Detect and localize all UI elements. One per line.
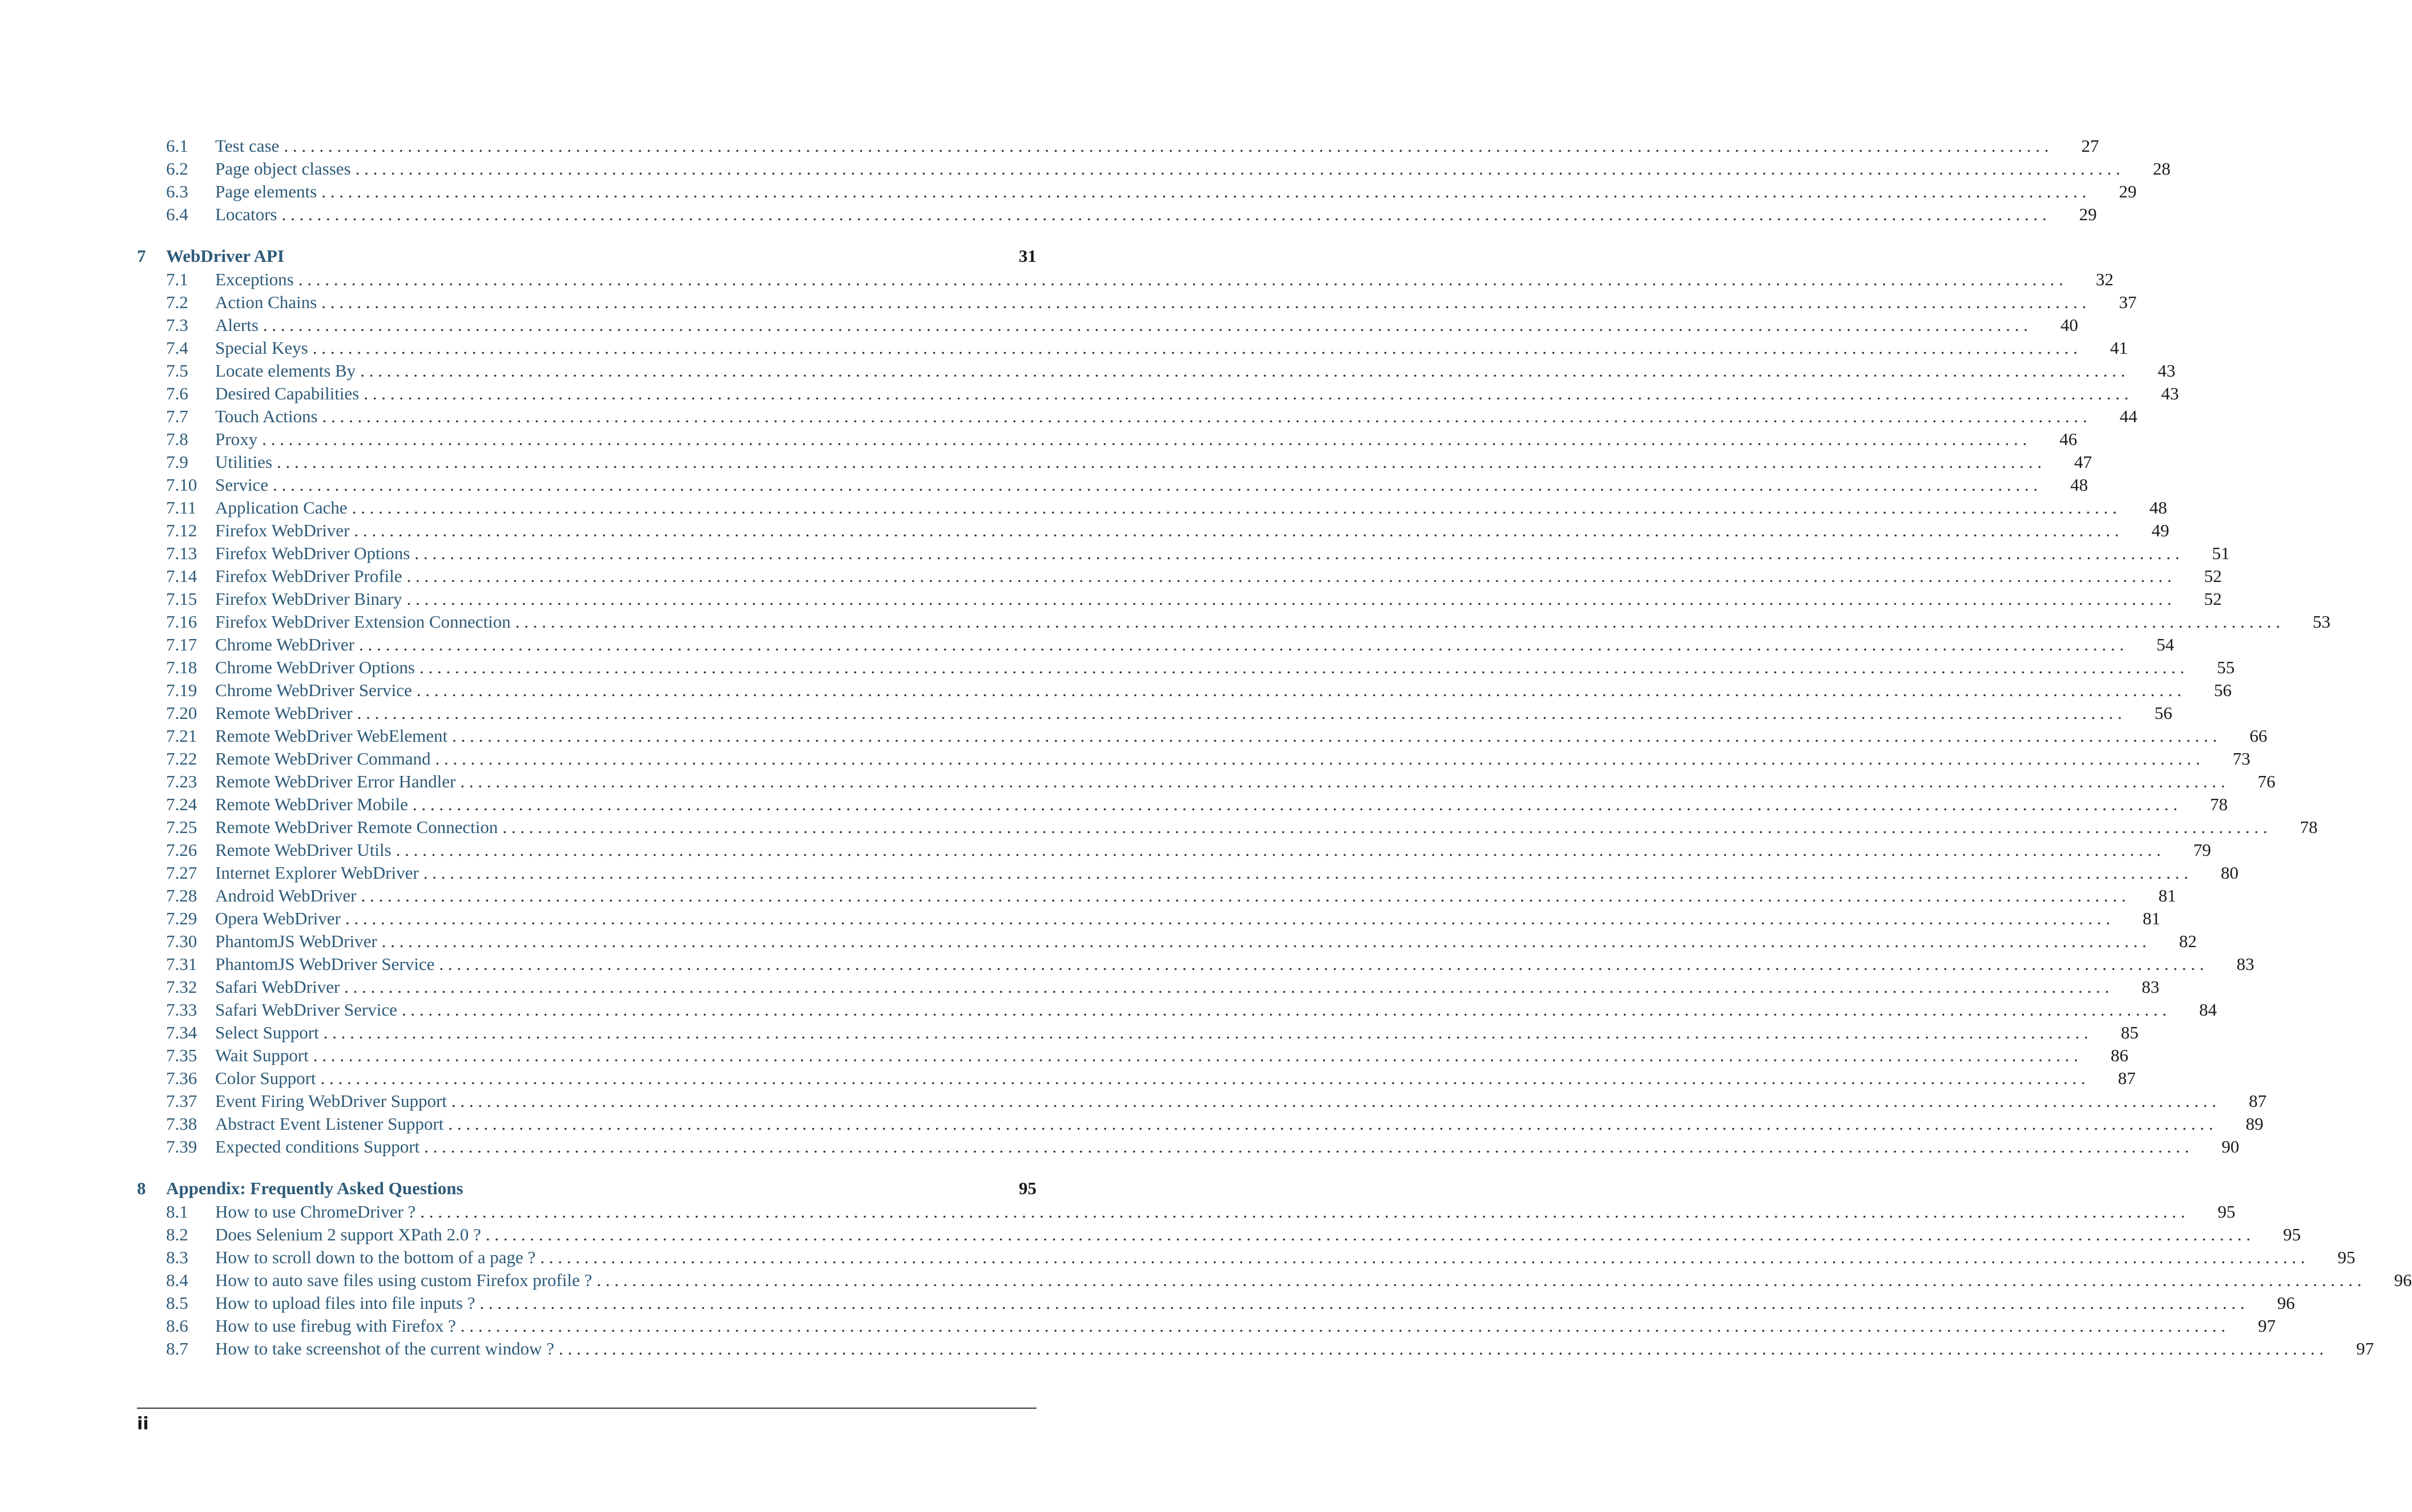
toc-leader-dots: . . . . . . . . . . . . . . . . . . . . . . . . . . . . . . . . . . . . . . . . . . . . . . . . . . . . . . . . . . . . . . . . . . . . . . . . . . . . . . . . . . . . . . . . . . . . . . . . . . . . . . . . . . . . . . . . . . . . . . . . . . . . . . . . . . . . . . . . . . . . . . . . . . . . . . . . . . . . . . . . . . . . . . . . . . . . . . . . . . . . . . . . . . . . . . . . . . . . . . . . — [313, 1045, 2078, 1065]
toc-section-entry[interactable] — [137, 770, 2276, 793]
toc-entry-page-number: 95 — [2283, 1224, 2301, 1244]
toc-section-entry[interactable] — [137, 428, 2078, 451]
toc-entry-number: 7 — [137, 246, 146, 266]
toc-section-entry[interactable] — [137, 1067, 2136, 1090]
toc-section-entry[interactable] — [137, 588, 2222, 611]
toc-entry-title-link[interactable]: Action Chains — [215, 292, 317, 312]
toc-section-entry[interactable] — [137, 1337, 2374, 1360]
toc-leader-dots: . . . . . . . . . . . . . . . . . . . . . . . . . . . . . . . . . . . . . . . . . . . . . . . . . . . . . . . . . . . . . . . . . . . . . . . . . . . . . . . . . . . . . . . . . . . . . . . . . . . . . . . . . . . . . . . . . . . . . . . . . . . . . . . . . . . . . . . . . . . . . . . . . . . . . . . . . . . . . . . . . . . . . . . . . . . . . . . . . . . . . . . . . . . . . . . . . . . . . . . . — [435, 749, 2200, 769]
toc-entry-title-link[interactable]: Abstract Event Listener Support — [215, 1114, 444, 1134]
toc-entry-page-number: 56 — [2154, 703, 2172, 723]
toc-entry-title-link[interactable]: Event Firing WebDriver Support — [215, 1091, 447, 1111]
toc-entry-number: 7.3 — [166, 315, 188, 335]
toc-entry-page-number: 29 — [2119, 181, 2137, 201]
toc-entry-page-number: 86 — [2110, 1045, 2128, 1065]
toc-section-entry[interactable] — [137, 702, 2172, 725]
toc-chapter-entry[interactable] — [137, 244, 1036, 268]
toc-entry-number: 8.1 — [166, 1202, 188, 1222]
toc-entry-title-link[interactable]: How to take screenshot of the current window ? — [215, 1339, 554, 1359]
toc-entry-title-link[interactable]: Safari WebDriver Service — [215, 1000, 397, 1020]
toc-section-entry[interactable] — [137, 542, 2230, 565]
toc-entry-number: 7.32 — [166, 977, 197, 997]
toc-leader-dots: . . . . . . . . . . . . . . . . . . . . . . . . . . . . . . . . . . . . . . . . . . . . . . . . . . . . . . . . . . . . . . . . . . . . . . . . . . . . . . . . . . . . . . . . . . . . . . . . . . . . . . . . . . . . . . . . . . . . . . . . . . . . . . . . . . . . . . . . . . . . . . . . . . . . . . . . . . . . . . . . . . . . . . . . . . . . . . . . . . . . . . . . . . . . . . . . . . . . . . . . — [344, 977, 2110, 997]
toc-entry-number: 6.2 — [166, 159, 188, 179]
toc-section-entry[interactable] — [137, 907, 2161, 930]
toc-entry-title-link[interactable]: Opera WebDriver — [215, 908, 341, 928]
toc-entry-title-link[interactable]: Internet Explorer WebDriver — [215, 863, 419, 883]
toc-entry-title-link[interactable]: Expected conditions Support — [215, 1137, 420, 1157]
toc-entry-title-link[interactable]: Remote WebDriver — [215, 703, 353, 723]
toc-entry-title-link[interactable]: Proxy — [215, 429, 258, 449]
toc-entry-title-link[interactable]: Select Support — [215, 1022, 319, 1042]
toc-entry-number: 7.1 — [166, 269, 188, 289]
toc-leader-dots: . . . . . . . . . . . . . . . . . . . . . . . . . . . . . . . . . . . . . . . . . . . . . . . . . . . . . . . . . . . . . . . . . . . . . . . . . . . . . . . . . . . . . . . . . . . . . . . . . . . . . . . . . . . . . . . . . . . . . . . . . . . . . . . . . . . . . . . . . . . . . . . . . . . . . . . . . . . . . . . . . . . . . . . . . . . . . . . . . . . . . . . . . . . . . . . . . . . . . . . . — [479, 1293, 2245, 1313]
toc-entry-title-link[interactable]: Firefox WebDriver Extension Connection — [215, 612, 511, 632]
toc-entry-page-number: 73 — [2232, 749, 2250, 769]
toc-entry-number: 7.38 — [166, 1114, 197, 1134]
toc-entry-number: 7.14 — [166, 566, 197, 586]
toc-entry-title-link[interactable]: Firefox WebDriver — [215, 520, 350, 540]
toc-entry-page-number: 41 — [2110, 338, 2128, 358]
toc-leader-dots: . . . . . . . . . . . . . . . . . . . . . . . . . . . . . . . . . . . . . . . . . . . . . . . . . . . . . . . . . . . . . . . . . . . . . . . . . . . . . . . . . . . . . . . . . . . . . . . . . . . . . . . . . . . . . . . . . . . . . . . . . . . . . . . . . . . . . . . . . . . . . . . . . . . . . . . . . . . . . . . . . . . . . . . . . . . . . . . . . . . . . . . . . . . . . . . . . . . . . . . . — [359, 634, 2124, 654]
toc-entry-page-number: 48 — [2070, 475, 2088, 495]
toc-leader-dots: . . . . . . . . . . . . . . . . . . . . . . . . . . . . . . . . . . . . . . . . . . . . . . . . . . . . . . . . . . . . . . . . . . . . . . . . . . . . . . . . . . . . . . . . . . . . . . . . . . . . . . . . . . . . . . . . . . . . . . . . . . . . . . . . . . . . . . . . . . . . . . . . . . . . . . . . . . . . . . . . . . . . . . . . . . . . . . . . . . . . . . . . . . . . . . . . . . . . . . . . — [406, 566, 2172, 586]
toc-section-entry[interactable] — [137, 496, 2167, 519]
toc-section-entry[interactable] — [137, 1113, 2264, 1135]
toc-entry-title-link[interactable]: Firefox WebDriver Profile — [215, 566, 402, 586]
toc-entry-number: 7.20 — [166, 703, 197, 723]
toc-entry-title-link[interactable]: Chrome WebDriver Options — [215, 657, 415, 677]
toc-entry-number: 7.24 — [166, 794, 197, 814]
toc-entry-page-number: 78 — [2300, 817, 2318, 837]
toc-leader-dots: . . . . . . . . . . . . . . . . . . . . . . . . . . . . . . . . . . . . . . . . . . . . . . . . . . . . . . . . . . . . . . . . . . . . . . . . . . . . . . . . . . . . . . . . . . . . . . . . . . . . . . . . . . . . . . . . . . . . . . . . . . . . . . . . . . . . . . . . . . . . . . . . . . . . . . . . . . . . . . . . . . . . . . . . . . . . . . . . . . . . . . . . . . . . . . . . . . . . . . . . — [352, 498, 2117, 518]
toc-entry-title-link[interactable]: Remote WebDriver Command — [215, 749, 431, 769]
toc-section-entry[interactable] — [137, 884, 2176, 907]
toc-section-entry[interactable] — [137, 1021, 2139, 1044]
toc-leader-dots: . . . . . . . . . . . . . . . . . . . . . . . . . . . . . . . . . . . . . . . . . . . . . . . . . . . . . . . . . . . . . . . . . . . . . . . . . . . . . . . . . . . . . . . . . . . . . . . . . . . . . . . . . . . . . . . . . . . . . . . . . . . . . . . . . . . . . . . . . . . . . . . . . . . . . . . . . . . . . . . . . . . . . . . . . . . . . . . . . . . . . . . . . . . . . . . . . . . . . . . . — [272, 475, 2038, 495]
toc-section-entry[interactable] — [137, 180, 2137, 203]
toc-entry-page-number: 47 — [2074, 452, 2092, 472]
footer-page-number: ii — [137, 1414, 149, 1434]
toc-entry-page-number: 66 — [2249, 726, 2268, 746]
toc-entry-page-number: 95 — [1019, 1178, 1036, 1198]
toc-entry-title-link[interactable]: How to upload files into file inputs ? — [215, 1293, 475, 1313]
toc-leader-dots: . . . . . . . . . . . . . . . . . . . . . . . . . . . . . . . . . . . . . . . . . . . . . . . . . . . . . . . . . . . . . . . . . . . . . . . . . . . . . . . . . . . . . . . . . . . . . . . . . . . . . . . . . . . . . . . . . . . . . . . . . . . . . . . . . . . . . . . . . . . . . . . . . . . . . . . . . . . . . . . . . . . . . . . . . . . . . . . . . . . . . . . . . . . . . . . . . . . . . . . . — [262, 429, 2027, 449]
toc-entry-title-link[interactable]: Remote WebDriver Utils — [215, 840, 392, 860]
toc-entry-title-link[interactable]: PhantomJS WebDriver Service — [215, 954, 435, 974]
toc-entry-number: 7.11 — [166, 498, 197, 518]
toc-entry-number: 7.21 — [166, 726, 197, 746]
toc-leader-dots: . . . . . . . . . . . . . . . . . . . . . . . . . . . . . . . . . . . . . . . . . . . . . . . . . . . . . . . . . . . . . . . . . . . . . . . . . . . . . . . . . . . . . . . . . . . . . . . . . . . . . . . . . . . . . . . . . . . . . . . . . . . . . . . . . . . . . . . . . . . . . . . . . . . . . . . . . . . . . . . . . . . . . . . . . . . . . . . . . . . . . . . . . . . . . . . . . . . . . . . . — [396, 840, 2161, 860]
toc-leader-dots: . . . . . . . . . . . . . . . . . . . . . . . . . . . . . . . . . . . . . . . . . . . . . . . . . . . . . . . . . . . . . . . . . . . . . . . . . . . . . . . . . . . . . . . . . . . . . . . . . . . . . . . . . . . . . . . . . . . . . . . . . . . . . . . . . . . . . . . . . . . . . . . . . . . . . . . . . . . . . . . . . . . . . . . . . . . . . . . . . . . . . . . . . . . . . . . . . . . . . . . . — [323, 1022, 2088, 1042]
toc-leader-dots: . . . . . . . . . . . . . . . . . . . . . . . . . . . . . . . . . . . . . . . . . . . . . . . . . . . . . . . . . . . . . . . . . . . . . . . . . . . . . . . . . . . . . . . . . . . . . . . . . . . . . . . . . . . . . . . . . . . . . . . . . . . . . . . . . . . . . . . . . . . . . . . . . . . . . . . . . . . . . . . . . . . . . . . . . . . . . . . . . . . . . . . . . . . . . . . . . . . . . . . . — [355, 159, 2120, 179]
toc-entry-number: 7.6 — [166, 383, 188, 403]
toc-entry-number: 7.33 — [166, 1000, 197, 1020]
toc-section-entry[interactable] — [137, 976, 2160, 998]
toc-entry-page-number: 53 — [2313, 612, 2331, 632]
toc-entry-page-number: 90 — [2221, 1137, 2240, 1157]
toc-entry-number: 7.8 — [166, 429, 188, 449]
toc-leader-dots: . . . . . . . . . . . . . . . . . . . . . . . . . . . . . . . . . . . . . . . . . . . . . . . . . . . . . . . . . . . . . . . . . . . . . . . . . . . . . . . . . . . . . . . . . . . . . . . . . . . . . . . . . . . . . . . . . . . . . . . . . . . . . . . . . . . . . . . . . . . . . . . . . . . . . . . . . . . . . . . . . . . . . . . . . . . . . . . . . . . . . . . . . . . . . . . . . . . . . . . . — [322, 406, 2087, 426]
toc-section-entry[interactable] — [137, 725, 2268, 747]
toc-entry-number: 7.28 — [166, 886, 197, 905]
toc-entry-page-number: 29 — [2079, 204, 2097, 224]
toc-section-entry[interactable] — [137, 998, 2217, 1021]
toc-leader-dots: . . . . . . . . . . . . . . . . . . . . . . . . . . . . . . . . . . . . . . . . . . . . . . . . . . . . . . . . . . . . . . . . . . . . . . . . . . . . . . . . . . . . . . . . . . . . . . . . . . . . . . . . . . . . . . . . . . . . . . . . . . . . . . . . . . . . . . . . . . . . . . . . . . . . . . . . . . . . . . . . . . . . . . . . . . . . . . . . . . . . . . . . . . . . . . . . . . . . . . . . — [558, 1339, 2324, 1359]
toc-chapter-entry[interactable] — [137, 1177, 1036, 1200]
toc-entry-number: 7.36 — [166, 1068, 197, 1088]
toc-leader-dots: . . . . . . . . . . . . . . . . . . . . . . . . . . . . . . . . . . . . . . . . . . . . . . . . . . . . . . . . . . . . . . . . . . . . . . . . . . . . . . . . . . . . . . . . . . . . . . . . . . . . . . . . . . . . . . . . . . . . . . . . . . . . . . . . . . . . . . . . . . . . . . . . . . . . . . . . . . . . . . . . . . . . . . . . . . . . . . . . . . . . . . . . . . . . . . . . . . . . . . . . — [502, 817, 2268, 837]
toc-entry-number: 8.3 — [166, 1247, 188, 1267]
toc-leader-dots: . . . . . . . . . . . . . . . . . . . . . . . . . . . . . . . . . . . . . . . . . . . . . . . . . . . . . . . . . . . . . . . . . . . . . . . . . . . . . . . . . . . . . . . . . . . . . . . . . . . . . . . . . . . . . . . . . . . . . . . . . . . . . . . . . . . . . . . . . . . . . . . . . . . . . . . . . . . . . . . . . . . . . . . . . . . . . . . . . . . . . . . . . . . . . . . . . . . . . . . . — [439, 954, 2204, 974]
toc-entry-title-link[interactable]: Test case — [215, 136, 280, 156]
toc-leader-dots: . . . . . . . . . . . . . . . . . . . . . . . . . . . . . . . . . . . . . . . . . . . . . . . . . . . . . . . . . . . . . . . . . . . . . . . . . . . . . . . . . . . . . . . . . . . . . . . . . . . . . . . . . . . . . . . . . . . . . . . . . . . . . . . . . . . . . . . . . . . . . . . . . . . . . . . . . . . . . . . . . . . . . . . . . . . . . . . . . . . . . . . . . . . . . . . . . . . . . . . . — [364, 383, 2129, 403]
toc-section-entry[interactable] — [137, 1269, 2412, 1292]
toc-entry-number: 6.1 — [166, 136, 188, 156]
toc-entry-page-number: 85 — [2120, 1022, 2139, 1042]
toc-leader-dots: . . . . . . . . . . . . . . . . . . . . . . . . . . . . . . . . . . . . . . . . . . . . . . . . . . . . . . . . . . . . . . . . . . . . . . . . . . . . . . . . . . . . . . . . . . . . . . . . . . . . . . . . . . . . . . . . . . . . . . . . . . . . . . . . . . . . . . . . . . . . . . . . . . . . . . . . . . . . . . . . . . . . . . . . . . . . . . . . . . . . . . . . . . . . . . . . . . . . . . . . — [406, 589, 2172, 609]
toc-entry-page-number: 52 — [2204, 589, 2222, 609]
toc-entry-title-link[interactable]: Remote WebDriver Error Handler — [215, 771, 456, 791]
toc-leader-dots: . . . . . . . . . . . . . . . . . . . . . . . . . . . . . . . . . . . . . . . . . . . . . . . . . . . . . . . . . . . . . . . . . . . . . . . . . . . . . . . . . . . . . . . . . . . . . . . . . . . . . . . . . . . . . . . . . . . . . . . . . . . . . . . . . . . . . . . . . . . . . . . . . . . . . . . . . . . . . . . . . . . . . . . . . . . . . . . . . . . . . . . . . . . . . . . . . . . . . . . . — [452, 726, 2217, 746]
toc-leader-dots: . . . . . . . . . . . . . . . . . . . . . . . . . . . . . . . . . . . . . . . . . . . . . . . . . . . . . . . . . . . . . . . . . . . . . . . . . . . . . . . . . . . . . . . . . . . . . . . . . . . . . . . . . . . . . . . . . . . . . . . . . . . . . . . . . . . . . . . . . . . . . . . . . . . . . . . . . . . . . . . . . . . . . . . . . . . . . . . . . . . . . . . . . . . . . . . . . . . . . . . . — [451, 1091, 2217, 1111]
toc-entry-title-link[interactable]: Remote WebDriver Remote Connection — [215, 817, 498, 837]
toc-leader-dots: . . . . . . . . . . . . . . . . . . . . . . . . . . . . . . . . . . . . . . . . . . . . . . . . . . . . . . . . . . . . . . . . . . . . . . . . . . . . . . . . . . . . . . . . . . . . . . . . . . . . . . . . . . . . . . . . . . . . . . . . . . . . . . . . . . . . . . . . . . . . . . . . . . . . . . . . . . . . . . . . . . . . . . . . . . . . . . . . . . . . . . . . . . . . . . . . . . . . . . . . — [460, 771, 2225, 791]
toc-leader-dots: . . . . . . . . . . . . . . . . . . . . . . . . . . . . . . . . . . . . . . . . . . . . . . . . . . . . . . . . . . . . . . . . . . . . . . . . . . . . . . . . . . . . . . . . . . . . . . . . . . . . . . . . . . . . . . . . . . . . . . . . . . . . . . . . . . . . . . . . . . . . . . . . . . . . . . . . . . . . . . . . . . . . . . . . . . . . . . . . . . . . . . . . . . . . . . . . . . . . . . . . — [357, 703, 2122, 723]
toc-entry-page-number: 43 — [2161, 383, 2179, 403]
toc-entry-title-link[interactable]: PhantomJS WebDriver — [215, 931, 377, 951]
toc-entry-page-number: 48 — [2149, 498, 2167, 518]
toc-section-entry[interactable] — [137, 862, 2238, 884]
toc-section-entry[interactable] — [137, 291, 2137, 314]
toc-entry-page-number: 81 — [2158, 886, 2176, 905]
toc-section-entry[interactable] — [137, 474, 2088, 496]
toc-entry-number: 8.7 — [166, 1339, 188, 1359]
toc-entry-number: 7.4 — [166, 338, 188, 358]
toc-entry-number: 7.27 — [166, 863, 197, 883]
toc-entry-number: 7.9 — [166, 452, 188, 472]
toc-entry-title-link[interactable]: Touch Actions — [215, 406, 318, 426]
toc-section-entry[interactable] — [137, 1200, 2236, 1223]
toc-entry-title-link[interactable]: How to auto save files using custom Firefox profile ? — [215, 1270, 592, 1290]
toc-entry-number: 7.31 — [166, 954, 197, 974]
toc-entry-number: 7.25 — [166, 817, 197, 837]
toc-entry-number: 6.3 — [166, 181, 188, 201]
toc-entry-page-number: 76 — [2257, 771, 2276, 791]
toc-entry-page-number: 28 — [2152, 159, 2171, 179]
toc-entry-page-number: 87 — [2249, 1091, 2267, 1111]
toc-section-entry[interactable] — [137, 1246, 2355, 1269]
toc-entry-page-number: 54 — [2156, 634, 2175, 654]
toc-leader-dots: . . . . . . . . . . . . . . . . . . . . . . . . . . . . . . . . . . . . . . . . . . . . . . . . . . . . . . . . . . . . . . . . . . . . . . . . . . . . . . . . . . . . . . . . . . . . . . . . . . . . . . . . . . . . . . . . . . . . . . . . . . . . . . . . . . . . . . . . . . . . . . . . . . . . . . . . . . . . . . . . . . . . . . . . . . . . . . . . . . . . . . . . . . . . . . . . . . . . . . . . — [263, 315, 2028, 335]
toc-entry-number: 7.37 — [166, 1091, 197, 1111]
toc-leader-dots: . . . . . . . . . . . . . . . . . . . . . . . . . . . . . . . . . . . . . . . . . . . . . . . . . . . . . . . . . . . . . . . . . . . . . . . . . . . . . . . . . . . . . . . . . . . . . . . . . . . . . . . . . . . . . . . . . . . . . . . . . . . . . . . . . . . . . . . . . . . . . . . . . . . . . . . . . . . . . . . . . . . . . . . . . . . . . . . . . . . . . . . . . . . . . . . . . . . . . . . . — [448, 1114, 2213, 1134]
toc-entry-title-link[interactable]: How to scroll down to the bottom of a page ? — [215, 1247, 536, 1267]
toc-entry-number: 7.34 — [166, 1022, 197, 1042]
toc-leader-dots: . . . . . . . . . . . . . . . . . . . . . . . . . . . . . . . . . . . . . . . . . . . . . . . . . . . . . . . . . . . . . . . . . . . . . . . . . . . . . . . . . . . . . . . . . . . . . . . . . . . . . . . . . . . . . . . . . . . . . . . . . . . . . . . . . . . . . . . . . . . . . . . . . . . . . . . . . . . . . . . . . . . . . . . . . . . . . . . . . . . . . . . . . . . . . . . . . . . . . . . . — [361, 886, 2126, 905]
toc-entry-number: 7.7 — [166, 406, 188, 426]
toc-section-entry[interactable] — [137, 656, 2235, 679]
toc-entry-page-number: 56 — [2213, 680, 2232, 700]
toc-entry-title-link[interactable]: Desired Capabilities — [215, 383, 360, 403]
toc-entry-page-number: 80 — [2220, 863, 2238, 883]
toc-section-entry[interactable] — [137, 157, 2171, 180]
toc-section-entry[interactable] — [137, 1135, 2240, 1158]
toc-entry-number: 7.22 — [166, 749, 197, 769]
toc-entry-page-number: 43 — [2157, 361, 2176, 381]
toc-entry-number: 8.2 — [166, 1224, 188, 1244]
footer-rule — [137, 1408, 1036, 1409]
toc-entry-title-link[interactable]: Application Cache — [215, 498, 348, 518]
toc-entry-page-number: 79 — [2193, 840, 2211, 860]
toc-entry-number: 8.4 — [166, 1270, 188, 1290]
toc-section-entry[interactable] — [137, 611, 2331, 633]
toc-entry-page-number: 31 — [1019, 246, 1036, 266]
toc-leader-dots: . . . . . . . . . . . . . . . . . . . . . . . . . . . . . . . . . . . . . . . . . . . . . . . . . . . . . . . . . . . . . . . . . . . . . . . . . . . . . . . . . . . . . . . . . . . . . . . . . . . . . . . . . . . . . . . . . . . . . . . . . . . . . . . . . . . . . . . . . . . . . . . . . . . . . . . . . . . . . . . . . . . . . . . . . . . . . . . . . . . . . . . . . . . . . . . . . . . . . . . . — [354, 520, 2119, 540]
toc-section-entry[interactable] — [137, 314, 2079, 337]
toc-entry-number: 7.35 — [166, 1045, 197, 1065]
toc-section-entry[interactable] — [137, 839, 2211, 862]
toc-entry-title-link[interactable]: Chrome WebDriver — [215, 634, 355, 654]
toc-entry-title-link[interactable]: How to use ChromeDriver ? — [215, 1202, 416, 1222]
toc-section-entry[interactable] — [137, 816, 2318, 839]
toc-entry-number: 6.4 — [166, 204, 188, 224]
toc-entry-number: 7.23 — [166, 771, 197, 791]
toc-leader-dots: . . . . . . . . . . . . . . . . . . . . . . . . . . . . . . . . . . . . . . . . . . . . . . . . . . . . . . . . . . . . . . . . . . . . . . . . . . . . . . . . . . . . . . . . . . . . . . . . . . . . . . . . . . . . . . . . . . . . . . . . . . . . . . . . . . . . . . . . . . . . . . . . . . . . . . . . . . . . . . . . . . . . . . . . . . . . . . . . . . . . . . . . . . . . . . . . . . . . . . . . — [401, 1000, 2167, 1020]
toc-entry-title-link[interactable]: Utilities — [215, 452, 272, 472]
toc-entry-title-link[interactable]: How to use firebug with Firefox ? — [215, 1316, 456, 1336]
toc-entry-page-number: 95 — [2217, 1202, 2236, 1222]
toc-entry-page-number: 95 — [2337, 1247, 2355, 1267]
toc-entry-title-link[interactable]: Safari WebDriver — [215, 977, 340, 997]
toc-entry-number: 7.29 — [166, 908, 197, 928]
toc-entry-title-link[interactable]: Page elements — [215, 181, 317, 201]
toc-entry-page-number: 87 — [2117, 1068, 2136, 1088]
toc-leader-dots: . . . . . . . . . . . . . . . . . . . . . . . . . . . . . . . . . . . . . . . . . . . . . . . . . . . . . . . . . . . . . . . . . . . . . . . . . . . . . . . . . . . . . . . . . . . . . . . . . . . . . . . . . . . . . . . . . . . . . . . . . . . . . . . . . . . . . . . . . . . . . . . . . . . . . . . . . . . . . . . . . . . . . . . . . . . . . . . . . . . . . . . . . . . . . . . . . . . . . . . . — [381, 931, 2147, 951]
toc-entry-page-number: 37 — [2119, 292, 2137, 312]
toc-entry-number: 8.5 — [166, 1293, 188, 1313]
toc-leader-dots: . . . . . . . . . . . . . . . . . . . . . . . . . . . . . . . . . . . . . . . . . . . . . . . . . . . . . . . . . . . . . . . . . . . . . . . . . . . . . . . . . . . . . . . . . . . . . . . . . . . . . . . . . . . . . . . . . . . . . . . . . . . . . . . . . . . . . . . . . . . . . . . . . . . . . . . . . . . . . . . . . . . . . . . . . . . . . . . . . . . . . . . . . . . . . . . . . . . . . . . . — [321, 181, 2087, 201]
toc-entry-page-number: 51 — [2212, 543, 2230, 563]
toc-entry-title-link[interactable]: Special Keys — [215, 338, 308, 358]
toc-entry-title-link[interactable]: Firefox WebDriver Options — [215, 543, 410, 563]
toc-section-entry[interactable] — [137, 1090, 2267, 1113]
toc-entry-number: 7.30 — [166, 931, 197, 951]
toc-section-entry[interactable] — [137, 930, 2197, 953]
toc-entry-page-number: 96 — [2277, 1293, 2295, 1313]
toc-entry-title-link[interactable]: Service — [215, 475, 268, 495]
toc-section-entry[interactable] — [137, 337, 2128, 359]
toc-entry-page-number: 27 — [2081, 136, 2099, 156]
table-of-contents — [137, 135, 2412, 1360]
toc-entry-page-number: 89 — [2245, 1114, 2264, 1134]
toc-entry-title-link[interactable]: Remote WebDriver WebElement — [215, 726, 448, 746]
toc-leader-dots: . . . . . . . . . . . . . . . . . . . . . . . . . . . . . . . . . . . . . . . . . . . . . . . . . . . . . . . . . . . . . . . . . . . . . . . . . . . . . . . . . . . . . . . . . . . . . . . . . . . . . . . . . . . . . . . . . . . . . . . . . . . . . . . . . . . . . . . . . . . . . . . . . . . . . . . . . . . . . . . . . . . . . . . . . . . . . . . . . . . . . . . . . . . . . . . . . . . . . . . . — [284, 136, 2049, 156]
toc-entry-page-number: 32 — [2096, 269, 2113, 289]
toc-section-entry[interactable] — [137, 451, 2092, 474]
toc-entry-number: 7.10 — [166, 475, 197, 495]
toc-section-entry[interactable] — [137, 565, 2222, 588]
toc-entry-page-number: 46 — [2059, 429, 2078, 449]
toc-entry-page-number: 40 — [2060, 315, 2079, 335]
toc-entry-title-link[interactable]: Locate elements By — [215, 361, 356, 381]
toc-section-entry[interactable] — [137, 679, 2232, 702]
toc-section-entry[interactable] — [137, 203, 2097, 226]
toc-entry-title-link[interactable]: Alerts — [215, 315, 259, 335]
toc-leader-dots: . . . . . . . . . . . . . . . . . . . . . . . . . . . . . . . . . . . . . . . . . . . . . . . . . . . . . . . . . . . . . . . . . . . . . . . . . . . . . . . . . . . . . . . . . . . . . . . . . . . . . . . . . . . . . . . . . . . . . . . . . . . . . . . . . . . . . . . . . . . . . . . . . . . . . . . . . . . . . . . . . . . . . . . . . . . . . . . . . . . . . . . . . . . . . . . . . . . . . . . . — [281, 204, 2047, 224]
toc-section-entry[interactable] — [137, 1292, 2295, 1315]
toc-entry-title-link[interactable]: Chrome WebDriver Service — [215, 680, 412, 700]
toc-leader-dots: . . . . . . . . . . . . . . . . . . . . . . . . . . . . . . . . . . . . . . . . . . . . . . . . . . . . . . . . . . . . . . . . . . . . . . . . . . . . . . . . . . . . . . . . . . . . . . . . . . . . . . . . . . . . . . . . . . . . . . . . . . . . . . . . . . . . . . . . . . . . . . . . . . . . . . . . . . . . . . . . . . . . . . . . . . . . . . . . . . . . . . . . . . . . . . . . . . . . . . . . — [540, 1247, 2305, 1267]
toc-section-entry[interactable] — [137, 1044, 2128, 1067]
toc-entry-number: 8.6 — [166, 1316, 188, 1336]
toc-entry-title-link[interactable]: Appendix: Frequently Asked Questions — [166, 1178, 463, 1198]
toc-entry-page-number: 84 — [2199, 1000, 2217, 1020]
toc-entry-title-link[interactable]: Locators — [215, 204, 277, 224]
toc-entry-page-number: 83 — [2141, 977, 2160, 997]
toc-entry-page-number: 49 — [2151, 520, 2169, 540]
toc-section-entry[interactable] — [137, 519, 2169, 542]
toc-leader-dots: . . . . . . . . . . . . . . . . . . . . . . . . . . . . . . . . . . . . . . . . . . . . . . . . . . . . . . . . . . . . . . . . . . . . . . . . . . . . . . . . . . . . . . . . . . . . . . . . . . . . . . . . . . . . . . . . . . . . . . . . . . . . . . . . . . . . . . . . . . . . . . . . . . . . . . . . . . . . . . . . . . . . . . . . . . . . . . . . . . . . . . . . . . . . . . . . . . . . . . . . — [321, 292, 2087, 312]
toc-leader-dots: . . . . . . . . . . . . . . . . . . . . . . . . . . . . . . . . . . . . . . . . . . . . . . . . . . . . . . . . . . . . . . . . . . . . . . . . . . . . . . . . . . . . . . . . . . . . . . . . . . . . . . . . . . . . . . . . . . . . . . . . . . . . . . . . . . . . . . . . . . . . . . . . . . . . . . . . . . . . . . . . . . . . . . . . . . . . . . . . . . . . . . . . . . . . . . . . . . . . . . . . — [298, 269, 2063, 289]
toc-section-entry[interactable] — [137, 268, 2113, 291]
toc-leader-dots: . . . . . . . . . . . . . . . . . . . . . . . . . . . . . . . . . . . . . . . . . . . . . . . . . . . . . . . . . . . . . . . . . . . . . . . . . . . . . . . . . . . . . . . . . . . . . . . . . . . . . . . . . . . . . . . . . . . . . . . . . . . . . . . . . . . . . . . . . . . . . . . . . . . . . . . . . . . . . . . . . . . . . . . . . . . . . . . . . . . . . . . . . . . . . . . . . . . . . . . . — [276, 452, 2042, 472]
toc-leader-dots: . . . . . . . . . . . . . . . . . . . . . . . . . . . . . . . . . . . . . . . . . . . . . . . . . . . . . . . . . . . . . . . . . . . . . . . . . . . . . . . . . . . . . . . . . . . . . . . . . . . . . . . . . . . . . . . . . . . . . . . . . . . . . . . . . . . . . . . . . . . . . . . . . . . . . . . . . . . . . . . . . . . . . . . . . . . . . . . . . . . . . . . . . . . . . . . . . . . . . . . . — [460, 1316, 2226, 1336]
toc-section-entry[interactable] — [137, 1315, 2276, 1337]
toc-entry-page-number: 81 — [2143, 908, 2161, 928]
toc-entry-number: 7.2 — [166, 292, 188, 312]
toc-leader-dots: . . . . . . . . . . . . . . . . . . . . . . . . . . . . . . . . . . . . . . . . . . . . . . . . . . . . . . . . . . . . . . . . . . . . . . . . . . . . . . . . . . . . . . . . . . . . . . . . . . . . . . . . . . . . . . . . . . . . . . . . . . . . . . . . . . . . . . . . . . . . . . . . . . . . . . . . . . . . . . . . . . . . . . . . . . . . . . . . . . . . . . . . . . . . . . . . . . . . . . . . — [414, 543, 2180, 563]
toc-leader-dots: . . . . . . . . . . . . . . . . . . . . . . . . . . . . . . . . . . . . . . . . . . . . . . . . . . . . . . . . . . . . . . . . . . . . . . . . . . . . . . . . . . . . . . . . . . . . . . . . . . . . . . . . . . . . . . . . . . . . . . . . . . . . . . . . . . . . . . . . . . . . . . . . . . . . . . . . . . . . . . . . . . . . . . . . . . . . . . . . . . . . . . . . . . . . . . . . . . . . . . . . — [420, 1202, 2185, 1222]
toc-entry-title-link[interactable]: Exceptions — [215, 269, 294, 289]
toc-entry-number: 7.18 — [166, 657, 197, 677]
toc-leader-dots: . . . . . . . . . . . . . . . . . . . . . . . . . . . . . . . . . . . . . . . . . . . . . . . . . . . . . . . . . . . . . . . . . . . . . . . . . . . . . . . . . . . . . . . . . . . . . . . . . . . . . . . . . . . . . . . . . . . . . . . . . . . . . . . . . . . . . . . . . . . . . . . . . . . . . . . . . . . . . . . . . . . . . . . . . . . . . . . . . . . . . . . . . . . . . . . . . . . . . . . . — [320, 1068, 2086, 1088]
toc-leader-dots: . . . . . . . . . . . . . . . . . . . . . . . . . . . . . . . . . . . . . . . . . . . . . . . . . . . . . . . . . . . . . . . . . . . . . . . . . . . . . . . . . . . . . . . . . . . . . . . . . . . . . . . . . . . . . . . . . . . . . . . . . . . . . . . . . . . . . . . . . . . . . . . . . . . . . . . . . . . . . . . . . . . . . . . . . . . . . . . . . . . . . . . . . . . . . . . . . . . . . . . . — [515, 612, 2281, 632]
toc-entry-page-number: 78 — [2210, 794, 2228, 814]
toc-entry-page-number: 96 — [2394, 1270, 2412, 1290]
toc-section-entry[interactable] — [137, 747, 2250, 770]
toc-entry-number: 7.39 — [166, 1137, 197, 1157]
toc-entry-number: 7.19 — [166, 680, 197, 700]
toc-entry-number: 7.17 — [166, 634, 197, 654]
toc-entry-title-link[interactable]: Remote WebDriver Mobile — [215, 794, 408, 814]
toc-section-entry[interactable] — [137, 135, 2099, 157]
toc-leader-dots: . . . . . . . . . . . . . . . . . . . . . . . . . . . . . . . . . . . . . . . . . . . . . . . . . . . . . . . . . . . . . . . . . . . . . . . . . . . . . . . . . . . . . . . . . . . . . . . . . . . . . . . . . . . . . . . . . . . . . . . . . . . . . . . . . . . . . . . . . . . . . . . . . . . . . . . . . . . . . . . . . . . . . . . . . . . . . . . . . . . . . . . . . . . . . . . . . . . . . . . . — [419, 657, 2185, 677]
toc-entry-page-number: 52 — [2204, 566, 2222, 586]
toc-section-entry[interactable] — [137, 793, 2228, 816]
toc-leader-dots: . . . . . . . . . . . . . . . . . . . . . . . . . . . . . . . . . . . . . . . . . . . . . . . . . . . . . . . . . . . . . . . . . . . . . . . . . . . . . . . . . . . . . . . . . . . . . . . . . . . . . . . . . . . . . . . . . . . . . . . . . . . . . . . . . . . . . . . . . . . . . . . . . . . . . . . . . . . . . . . . . . . . . . . . . . . . . . . . . . . . . . . . . . . . . . . . . . . . . . . . — [485, 1224, 2251, 1244]
toc-leader-dots: . . . . . . . . . . . . . . . . . . . . . . . . . . . . . . . . . . . . . . . . . . . . . . . . . . . . . . . . . . . . . . . . . . . . . . . . . . . . . . . . . . . . . . . . . . . . . . . . . . . . . . . . . . . . . . . . . . . . . . . . . . . . . . . . . . . . . . . . . . . . . . . . . . . . . . . . . . . . . . . . . . . . . . . . . . . . . . . . . . . . . . . . . . . . . . . . . . . . . . . . — [345, 908, 2111, 928]
toc-entry-title-link[interactable]: Wait Support — [215, 1045, 309, 1065]
toc-section-entry[interactable] — [137, 382, 2179, 405]
toc-section-entry[interactable] — [137, 359, 2176, 382]
toc-entry-number: 7.13 — [166, 543, 197, 563]
toc-entry-title-link[interactable]: Firefox WebDriver Binary — [215, 589, 402, 609]
toc-section-entry[interactable] — [137, 405, 2137, 428]
toc-entry-title-link[interactable]: Does Selenium 2 support XPath 2.0 ? — [215, 1224, 481, 1244]
toc-entry-number: 8 — [137, 1178, 146, 1198]
toc-entry-page-number: 97 — [2258, 1316, 2276, 1336]
toc-leader-dots: . . . . . . . . . . . . . . . . . . . . . . . . . . . . . . . . . . . . . . . . . . . . . . . . . . . . . . . . . . . . . . . . . . . . . . . . . . . . . . . . . . . . . . . . . . . . . . . . . . . . . . . . . . . . . . . . . . . . . . . . . . . . . . . . . . . . . . . . . . . . . . . . . . . . . . . . . . . . . . . . . . . . . . . . . . . . . . . . . . . . . . . . . . . . . . . . . . . . . . . . — [416, 680, 2181, 700]
toc-section-entry[interactable] — [137, 633, 2175, 656]
toc-entry-number: 7.12 — [166, 520, 197, 540]
toc-entry-title-link[interactable]: Color Support — [215, 1068, 316, 1088]
toc-leader-dots: . . . . . . . . . . . . . . . . . . . . . . . . . . . . . . . . . . . . . . . . . . . . . . . . . . . . . . . . . . . . . . . . . . . . . . . . . . . . . . . . . . . . . . . . . . . . . . . . . . . . . . . . . . . . . . . . . . . . . . . . . . . . . . . . . . . . . . . . . . . . . . . . . . . . . . . . . . . . . . . . . . . . . . . . . . . . . . . . . . . . . . . . . . . . . . . . . . . . . . . . — [424, 1137, 2189, 1157]
toc-entry-number: 7.15 — [166, 589, 197, 609]
toc-entry-title-link[interactable]: Page object classes — [215, 159, 351, 179]
toc-leader-dots: . . . . . . . . . . . . . . . . . . . . . . . . . . . . . . . . . . . . . . . . . . . . . . . . . . . . . . . . . . . . . . . . . . . . . . . . . . . . . . . . . . . . . . . . . . . . . . . . . . . . . . . . . . . . . . . . . . . . . . . . . . . . . . . . . . . . . . . . . . . . . . . . . . . . . . . . . . . . . . . . . . . . . . . . . . . . . . . . . . . . . . . . . . . . . . . . . . . . . . . . — [312, 338, 2078, 358]
toc-entry-number: 7.16 — [166, 612, 197, 632]
toc-entry-page-number: 55 — [2217, 657, 2235, 677]
toc-leader-dots: . . . . . . . . . . . . . . . . . . . . . . . . . . . . . . . . . . . . . . . . . . . . . . . . . . . . . . . . . . . . . . . . . . . . . . . . . . . . . . . . . . . . . . . . . . . . . . . . . . . . . . . . . . . . . . . . . . . . . . . . . . . . . . . . . . . . . . . . . . . . . . . . . . . . . . . . . . . . . . . . . . . . . . . . . . . . . . . . . . . . . . . . . . . . . . . . . . . . . . . . — [412, 794, 2178, 814]
toc-section-entry[interactable] — [137, 1223, 2301, 1246]
toc-entry-title-link[interactable]: WebDriver API — [166, 246, 284, 266]
toc-leader-dots: . . . . . . . . . . . . . . . . . . . . . . . . . . . . . . . . . . . . . . . . . . . . . . . . . . . . . . . . . . . . . . . . . . . . . . . . . . . . . . . . . . . . . . . . . . . . . . . . . . . . . . . . . . . . . . . . . . . . . . . . . . . . . . . . . . . . . . . . . . . . . . . . . . . . . . . . . . . . . . . . . . . . . . . . . . . . . . . . . . . . . . . . . . . . . . . . . . . . . . . . — [596, 1270, 2362, 1290]
toc-section-entry[interactable] — [137, 953, 2254, 976]
toc-entry-page-number: 82 — [2179, 931, 2197, 951]
toc-entry-page-number: 44 — [2119, 406, 2137, 426]
toc-entry-page-number: 83 — [2236, 954, 2254, 974]
toc-leader-dots: . . . . . . . . . . . . . . . . . . . . . . . . . . . . . . . . . . . . . . . . . . . . . . . . . . . . . . . . . . . . . . . . . . . . . . . . . . . . . . . . . . . . . . . . . . . . . . . . . . . . . . . . . . . . . . . . . . . . . . . . . . . . . . . . . . . . . . . . . . . . . . . . . . . . . . . . . . . . . . . . . . . . . . . . . . . . . . . . . . . . . . . . . . . . . . . . . . . . . . . . — [360, 361, 2125, 381]
toc-leader-dots: . . . . . . . . . . . . . . . . . . . . . . . . . . . . . . . . . . . . . . . . . . . . . . . . . . . . . . . . . . . . . . . . . . . . . . . . . . . . . . . . . . . . . . . . . . . . . . . . . . . . . . . . . . . . . . . . . . . . . . . . . . . . . . . . . . . . . . . . . . . . . . . . . . . . . . . . . . . . . . . . . . . . . . . . . . . . . . . . . . . . . . . . . . . . . . . . . . . . . . . . — [423, 863, 2188, 883]
toc-entry-number: 7.5 — [166, 361, 188, 381]
toc-entry-page-number: 97 — [2356, 1339, 2374, 1359]
toc-entry-number: 7.26 — [166, 840, 197, 860]
toc-entry-title-link[interactable]: Android WebDriver — [215, 886, 357, 905]
